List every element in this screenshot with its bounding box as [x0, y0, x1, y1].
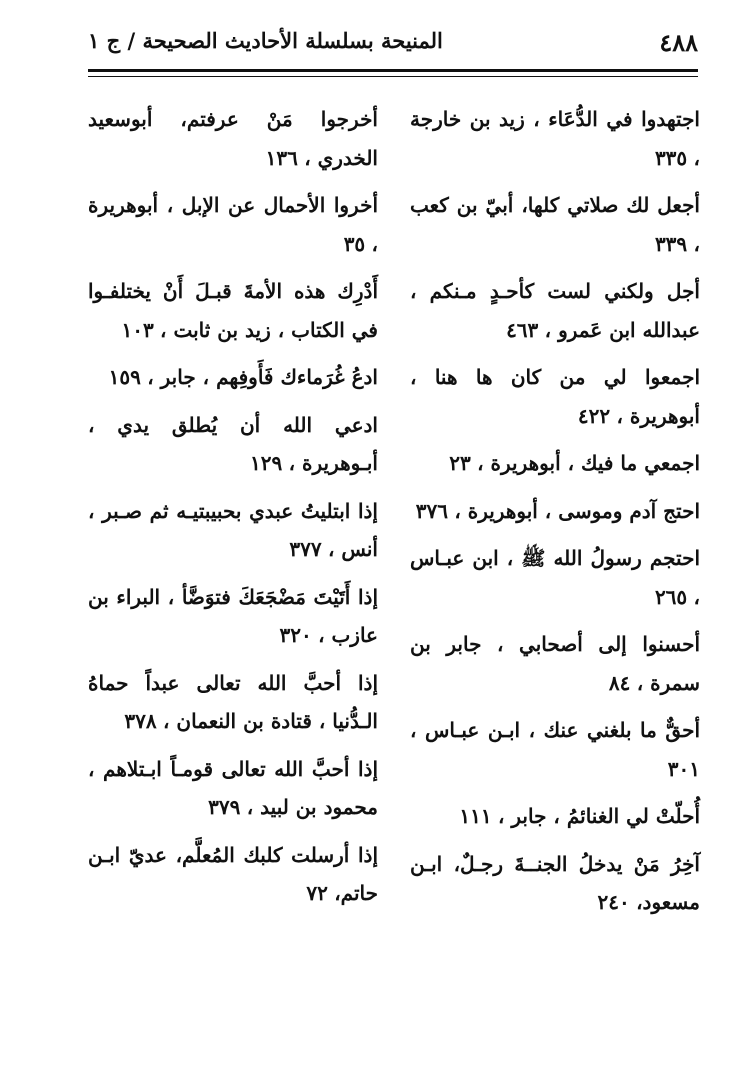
entry-text: إذا أحبَّ الله تعالى عبداً حماهُ الـدُّنيا ، قتادة بن النعمان ، — [88, 670, 378, 733]
index-entry — [88, 406, 378, 483]
entry-hadith-number: ١٣٦ — [265, 145, 298, 170]
index-entry — [88, 578, 378, 655]
right-column — [410, 100, 700, 931]
entry-hadith-number: ١٢٩ — [250, 451, 283, 475]
entry-text: إذا ابتليتُ عبدي بحبيبتيـه ثم صـبر ، أنس ، — [88, 498, 378, 561]
index-entry — [88, 186, 378, 263]
entry-text: احتج آدم وموسى ، أبوهريرة ، — [454, 498, 700, 523]
index-entry — [88, 358, 378, 397]
page-header — [88, 28, 698, 64]
entry-hadith-number: ٣٠١ — [667, 756, 700, 781]
index-entry — [88, 750, 378, 827]
entry-hadith-number: ١١١ — [459, 804, 492, 828]
header-rule-thick — [88, 69, 698, 72]
index-entry — [410, 797, 700, 836]
entry-hadith-number: ١٥٩ — [108, 365, 141, 389]
index-entry — [410, 845, 700, 922]
entry-hadith-number: ١٠٣ — [121, 317, 154, 342]
entry-hadith-number: ٤٦٣ — [506, 317, 539, 342]
index-entry — [410, 539, 700, 616]
index-entry — [410, 625, 700, 702]
index-entry — [88, 664, 378, 741]
index-entry — [410, 100, 700, 177]
entry-text: أحقٌّ ما بلغني عنك ، ابـن عبـاس ، — [410, 718, 700, 742]
index-entry — [88, 492, 378, 569]
entry-hadith-number: ٨٤ — [608, 670, 631, 695]
entry-hadith-number: ٣٧٧ — [289, 537, 322, 561]
entry-text: أجل ولكني لست كأحـدٍ مـنكم ، عبدالله ابن عَمرو ، — [410, 279, 700, 342]
entry-hadith-number: ٧٢ — [306, 881, 328, 905]
entry-text: أخروا الأحمال عن الإبل ، أبوهريرة ، — [88, 193, 378, 256]
entry-hadith-number: ٢٦٥ — [654, 584, 688, 609]
entry-text: اجمعي ما فيك ، أبوهريرة ، — [477, 451, 700, 475]
index-entry — [410, 444, 700, 483]
entry-text: إذا أَتَيْتَ مَضْجَعَكَ فتوَضَّأ ، البراء بن عازب ، — [88, 584, 378, 647]
entry-hadith-number: ٣٣٥ — [654, 145, 688, 170]
entry-text: أخرجوا مَنْ عرفتم، أبوسعيد الخدري ، — [88, 107, 378, 170]
entry-text: إذا أرسلت كلبك المُعلَّم، عديّ ابـن حاتم، — [88, 842, 378, 905]
entry-text: أحسنوا إلى أصحابي ، جابر بن سمرة ، — [410, 632, 700, 695]
entry-hadith-number: ٢٤٠ — [597, 890, 630, 914]
entry-text: أَدْرِك هذه الأمةَ قبـلَ أَنْ يختلفـوا في الكتاب ، زيد بن ثابت ، — [88, 279, 378, 342]
entry-text: إذا أحبَّ الله تعالى قومـاً ابـتلاهم ، محمود بن لبيد ، — [88, 756, 378, 819]
index-entry — [410, 186, 700, 263]
entry-text: ادعي الله أن يُطلق يدي ، أبـوهريرة ، — [88, 412, 378, 475]
entry-hadith-number: ٣٧٦ — [415, 498, 448, 523]
running-title: المنيحة بسلسلة الأحاديث الصحيحة / ج ١ — [88, 28, 443, 53]
entry-text: اجمعوا لي من كان ها هنا ، أبوهريرة ، — [410, 365, 700, 428]
entry-text: احتجم رسولُ الله ﷺ ، ابن عبـاس ، — [410, 546, 700, 609]
entry-hadith-number: ٣٢٠ — [279, 623, 312, 647]
entry-text: اجتهدوا في الدُّعَاء ، زيد بن خارجة ، — [410, 107, 700, 170]
header-rule-thin — [88, 76, 698, 77]
index-entry — [88, 100, 378, 177]
entry-text: ادعُ غُرَماءك فَأَوفِهم ، جابر ، — [147, 365, 378, 389]
entry-hadith-number: ٣٧٩ — [208, 795, 241, 819]
entry-text: آخِرُ مَنْ يدخلُ الجنــةَ رجـلٌ، ابـن مسعود، — [410, 851, 700, 914]
index-entry — [410, 711, 700, 788]
index-entry — [88, 272, 378, 349]
entry-text: أُحلّتْ لي الغنائمُ ، جابر ، — [497, 804, 700, 828]
entry-hadith-number: ٣٧٨ — [124, 709, 157, 733]
index-entry — [410, 272, 700, 349]
entry-text: أجعل لك صلاتي كلها، أبيّ بن كعب ، — [410, 193, 700, 256]
left-column — [88, 100, 378, 931]
entry-hadith-number: ٤٢٢ — [577, 403, 611, 428]
index-entry — [410, 358, 700, 435]
entry-hadith-number: ٢٣ — [449, 451, 471, 475]
page-number: ٤٨٨ — [659, 28, 698, 57]
index-columns — [88, 100, 700, 931]
entry-hadith-number: ٣٣٩ — [654, 231, 688, 256]
index-entry — [88, 836, 378, 913]
entry-hadith-number: ٣٥ — [343, 231, 366, 256]
index-entry — [410, 492, 700, 531]
